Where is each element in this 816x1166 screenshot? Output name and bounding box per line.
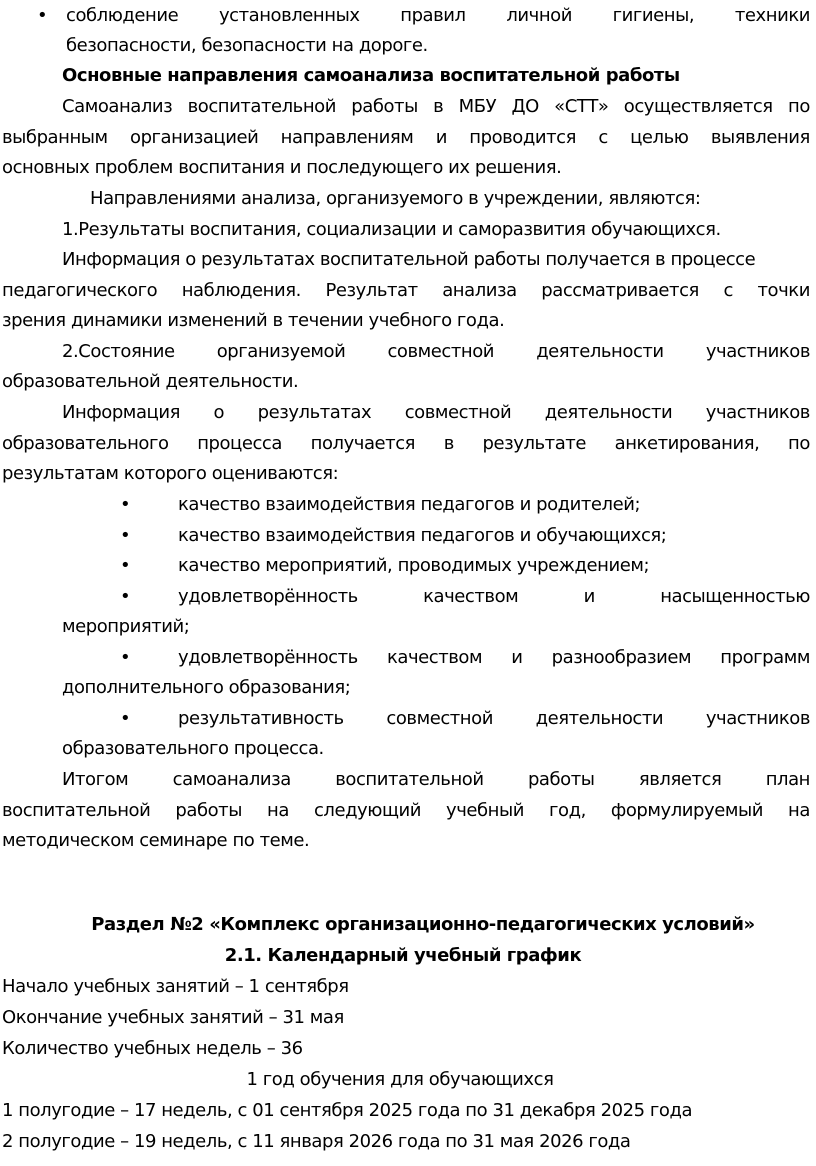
word: процесса [197,433,282,454]
word: выявления [710,127,810,148]
word: работы [351,96,418,117]
subsection-title: 2.1. Календарный учебный график [224,945,582,966]
bullet-marker: • [120,586,131,607]
bullet-6-line-1 [178,704,810,734]
word: участников [705,402,810,423]
word: образовательного [2,433,169,454]
bullet-marker: • [120,555,131,576]
word: деятельности [536,341,664,362]
word: удовлетворённость [178,586,358,607]
schedule-half-1: 1 полугодие – 17 недель, с 01 сентября 2025 года по 31 декабря 2025 года [2,1100,693,1121]
word: удовлетворённость [178,647,358,668]
word: осуществляется [623,96,773,117]
word: участников [705,708,810,729]
word: о [213,402,225,423]
paragraph-5-line-2 [2,796,810,826]
bullet-5-line-2: дополнительного образования; [62,677,351,698]
word: разнообразием [551,647,692,668]
paragraph-1-line-2 [2,123,810,153]
word: на [267,800,289,821]
word: совместной [387,341,495,362]
word: установленных [218,5,360,26]
word: Результат [325,280,418,301]
bullet-3: качество мероприятий, проводимых учреждением; [178,555,650,576]
word: план [765,769,810,790]
item-2-line-1 [62,337,810,367]
word: с [598,127,608,148]
schedule-year-label: 1 год обучения для обучающихся [246,1069,554,1090]
word: «СТТ» [554,96,609,117]
schedule-half-2: 2 полугодие – 19 недель, с 11 января 2026 года по 31 мая 2026 года [2,1131,631,1152]
bullet-1: качество взаимодействия педагогов и родителей; [178,494,641,515]
word: следующий [313,800,421,821]
word: и [511,647,523,668]
word: в [443,433,454,454]
word: получается [310,433,416,454]
section-heading: Основные направления самоанализа воспитательной работы [62,65,680,86]
word: и [583,586,595,607]
paragraph-4-line-2 [2,429,810,459]
word: формулируемый [610,800,763,821]
paragraph-2: Направлениями анализа, организуемого в учреждении, являются: [90,188,701,209]
word: организацией [130,127,259,148]
section-2-title: Раздел №2 «Комплекс организационно-педагогических условий» [91,914,755,935]
word: целью [630,127,689,148]
word: проводится [469,127,576,148]
word: самоанализа [172,769,291,790]
word: учебный [446,800,524,821]
word: качеством [423,586,519,607]
word: Информация [62,402,180,423]
word: 2.Состояние [62,341,175,362]
word: качеством [386,647,483,668]
word: ДО [511,96,539,117]
text: Информация о результатах воспитательной работы получается в процессе [62,249,756,270]
word: воспитательной [2,800,151,821]
paragraph-1-line-3: основных проблем воспитания и последующего их решения. [2,157,562,178]
word: в [433,96,444,117]
word: правил [400,5,466,26]
paragraph-3-line-2 [2,276,810,306]
word: организуемой [216,341,346,362]
word: по [788,96,810,117]
word: год, [549,800,586,821]
bullet-5-line-1 [178,643,810,673]
word: точки [757,280,810,301]
word: участников [705,341,810,362]
intro-bullet-line-1 [66,1,810,31]
item-2-line-2: образовательной деятельности. [2,371,299,392]
word: программ [720,647,810,668]
word: рассматривается [541,280,699,301]
word: по [788,433,810,454]
word: работы [527,769,595,790]
paragraph-3-line-1 [62,245,810,275]
schedule-weeks: Количество учебных недель – 36 [2,1038,303,1059]
word: личной [506,5,572,26]
intro-bullet-marker: • [37,5,48,26]
word: направлениям [280,127,414,148]
word: результате [482,433,586,454]
paragraph-5-line-3: методическом семинаре по теме. [2,830,310,851]
word: наблюдения. [181,280,301,301]
word: анализа [442,280,517,301]
word: и [435,127,447,148]
word: Самоанализ [62,96,173,117]
word: насыщенностью [660,586,810,607]
word: результативность [178,708,344,729]
word: выбранным [2,127,108,148]
word: является [638,769,722,790]
word: на [788,800,810,821]
word: с [723,280,733,301]
word: Итогом [62,769,129,790]
word: техники [734,5,810,26]
bullet-6-line-2: образовательного процесса. [62,738,324,759]
bullet-2: качество взаимодействия педагогов и обучающихся; [178,525,667,546]
schedule-start: Начало учебных занятий – 1 сентября [2,976,349,997]
paragraph-4-line-3: результатам которого оцениваются: [2,463,339,484]
paragraph-5-line-1 [62,765,810,795]
word: воспитательной [187,96,336,117]
word: деятельности [544,402,673,423]
intro-bullet-line-2: безопасности, безопасности на дороге. [66,35,428,56]
word: деятельности [535,708,664,729]
bullet-marker: • [120,708,131,729]
word: гигиены, [612,5,695,26]
word: работы [175,800,242,821]
item-1: 1.Результаты воспитания, социализации и саморазвития обучающихся. [62,219,721,240]
bullet-4-line-1 [178,582,810,612]
word: совместной [404,402,512,423]
word: результатах [257,402,372,423]
paragraph-4-line-1 [62,398,810,428]
word: соблюдение [66,5,179,26]
bullet-marker: • [120,647,131,668]
bullet-marker: • [120,525,131,546]
word: совместной [386,708,493,729]
word: педагогического [2,280,158,301]
word: анкетирования, [614,433,760,454]
word: воспитательной [335,769,484,790]
schedule-end: Окончание учебных занятий – 31 мая [2,1007,344,1028]
paragraph-1-line-1 [62,92,810,122]
bullet-marker: • [120,494,131,515]
paragraph-3-line-3: зрения динамики изменений в течении учебного года. [2,310,505,331]
bullet-4-line-2: мероприятий; [62,616,190,637]
word: МБУ [458,96,497,117]
